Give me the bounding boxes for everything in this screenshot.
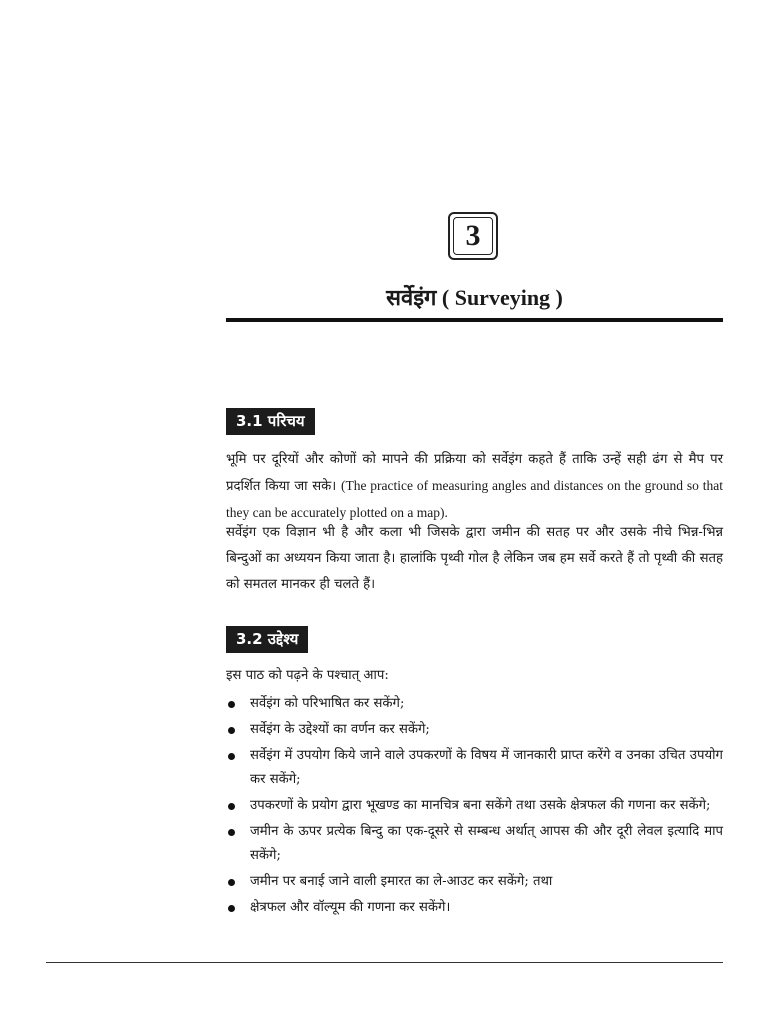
bullet-icon [228, 829, 235, 836]
chapter-number: 3 [453, 217, 493, 255]
list-item-text: क्षेत्रफल और वॉल्यूम की गणना कर सकेंगे। [250, 900, 451, 915]
intro-paragraph-2: सर्वेइंग एक विज्ञान भी है और कला भी जिसके द्वारा जमीन की सतह पर और उसके नीचे भिन्न-भिन्न बिन्दुओं का अध्ययन किया जाता है। हालांकि पृथ्वी गोल है लेकिन जब हम सर्वे करते हैं तो पृथ्वी की सतह को समतल मानकर ही चलते हैं। [226, 525, 723, 592]
title-underline [226, 318, 723, 322]
section-heading-objectives: 3.2 उद्देश्य [226, 626, 308, 653]
intro-paragraph-1-english: (The practice of measuring angles and distances on the ground so that they can be accurately plotted on a map). [226, 478, 723, 520]
bullet-icon [228, 727, 235, 734]
chapter-number-frame [448, 212, 498, 260]
bullet-icon [228, 905, 235, 912]
list-item [226, 794, 723, 818]
list-item [226, 896, 723, 920]
list-item [226, 744, 723, 792]
list-item-text: सर्वेइंग के उद्देश्यों का वर्णन कर सकेंगे; [250, 722, 430, 737]
chapter-title: सर्वेइंग ( Surveying ) [386, 285, 563, 310]
list-item [226, 820, 723, 868]
list-item [226, 718, 723, 742]
list-item-text: जमीन पर बनाई जाने वाली इमारत का ले-आउट कर सकेंगे; तथा [250, 874, 553, 889]
list-item [226, 692, 723, 716]
list-item-text: सर्वेइंग को परिभाषित कर सकेंगे; [250, 696, 405, 711]
bullet-icon [228, 879, 235, 886]
intro-paragraph-1 [226, 447, 723, 527]
list-item-text: सर्वेइंग में उपयोग किये जाने वाले उपकरणों के विषय में जानकारी प्राप्त करेंगे व उनका उचित उपयोग कर सकेंगे; [250, 748, 723, 787]
bullet-icon [228, 701, 235, 708]
section-heading-introduction: 3.1 परिचय [226, 408, 315, 435]
footer-rule [46, 962, 723, 963]
objectives-list [226, 692, 723, 922]
bullet-icon [228, 803, 235, 810]
list-item-text: उपकरणों के प्रयोग द्वारा भूखण्ड का मानचित्र बना सकेंगे तथा उसके क्षेत्रफल की गणना कर सकेंगे; [250, 798, 711, 813]
list-item [226, 870, 723, 894]
intro-paragraph-1-hindi: भूमि पर दूरियों और कोणों को मापने की प्रक्रिया को सर्वेइंग कहते हैं ताकि उन्हें सही ढंग से मैप पर प्रदर्शित किया जा सके। [226, 452, 723, 494]
objectives-intro: इस पाठ को पढ़ने के पश्चात् आप: [226, 668, 389, 683]
list-item-text: जमीन के ऊपर प्रत्येक बिन्दु का एक-दूसरे से सम्बन्ध अर्थात् आपस की और दूरी लेवल इत्यादि माप सकेंगे; [250, 824, 723, 863]
bullet-icon [228, 753, 235, 760]
